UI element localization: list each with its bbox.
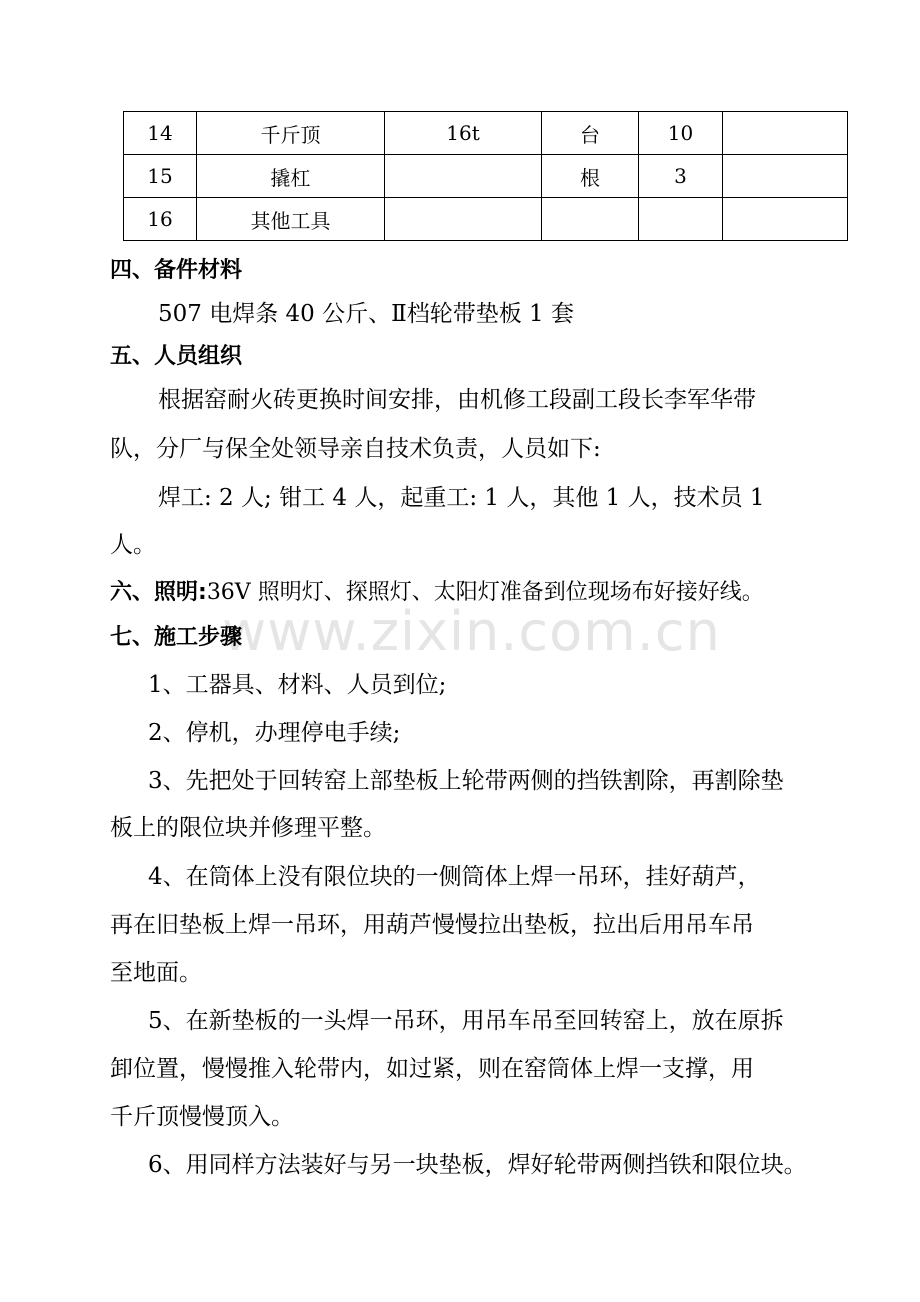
- step-line: 5、在新垫板的一头焊一吊环，用吊车吊至回转窑上，放在原拆: [148, 1008, 784, 1034]
- step-line: 6、用同样方法装好与另一块垫板，焊好轮带两侧挡铁和限位块。: [148, 1152, 807, 1178]
- table-cell: 16t: [385, 112, 542, 155]
- step-line: 3、先把处于回转窑上部垫板上轮带两侧的挡铁割除，再割除垫: [148, 768, 784, 794]
- lighting-title: 六、照明:: [110, 580, 207, 605]
- table-cell: [723, 155, 848, 198]
- staffing-paragraph-line: 根据窑耐火砖更换时间安排，由机修工段副工段长李军华带: [158, 387, 756, 413]
- table-cell: 10: [639, 112, 723, 155]
- step-line: 卸位置，慢慢推入轮带内，如过紧，则在窑筒体上焊一支撑，用: [110, 1056, 754, 1082]
- spare-parts-text: 507 电焊条 40 公斤、Ⅱ档轮带垫板 1 套: [158, 301, 574, 327]
- watermark: www.zixin.com.cn: [222, 600, 721, 663]
- table-cell: 14: [124, 112, 197, 155]
- table-cell: 根: [542, 155, 639, 198]
- table-cell: [542, 198, 639, 241]
- table-cell: 16: [124, 198, 197, 241]
- table-cell: [385, 198, 542, 241]
- step-line: 1、工器具、材料、人员到位;: [148, 672, 447, 698]
- table-cell: [385, 155, 542, 198]
- table-cell: 15: [124, 155, 197, 198]
- table-cell: 千斤顶: [197, 112, 385, 155]
- section-heading-construction-steps: 七、施工步骤: [110, 625, 243, 650]
- table-row: [124, 198, 848, 241]
- table-cell: [723, 112, 848, 155]
- table-cell: 3: [639, 155, 723, 198]
- table-cell: 撬杠: [197, 155, 385, 198]
- table-row: [124, 155, 848, 198]
- table-cell: [723, 198, 848, 241]
- step-line: 4、在筒体上没有限位块的一侧筒体上焊一吊环，挂好葫芦，: [148, 864, 761, 890]
- step-line: 板上的限位块并修理平整。: [110, 815, 386, 841]
- table-cell: 其他工具: [197, 198, 385, 241]
- step-line: 再在旧垫板上焊一吊环，用葫芦慢慢拉出垫板，拉出后用吊车吊: [110, 912, 754, 938]
- step-line: 至地面。: [110, 960, 202, 986]
- section-heading-spare-parts: 四、备件材料: [110, 258, 243, 283]
- staffing-paragraph-line: 焊工: 2 人; 钳工 4 人，起重工: 1 人，其他 1 人，技术员 1: [158, 485, 765, 511]
- table-row: [124, 112, 848, 155]
- lighting-text: 36V 照明灯、探照灯、太阳灯准备到位现场布好接好线。: [206, 580, 764, 605]
- staffing-paragraph-line: 队，分厂与保全处领导亲自技术负责，人员如下:: [110, 436, 601, 462]
- table-cell: [639, 198, 723, 241]
- staffing-paragraph-line: 人。: [110, 532, 156, 558]
- section-heading-staffing: 五、人员组织: [110, 344, 243, 369]
- table-cell: 台: [542, 112, 639, 155]
- tools-table: [123, 111, 848, 241]
- step-line: 2、停机，办理停电手续;: [148, 720, 401, 746]
- step-line: 千斤顶慢慢顶入。: [110, 1104, 294, 1130]
